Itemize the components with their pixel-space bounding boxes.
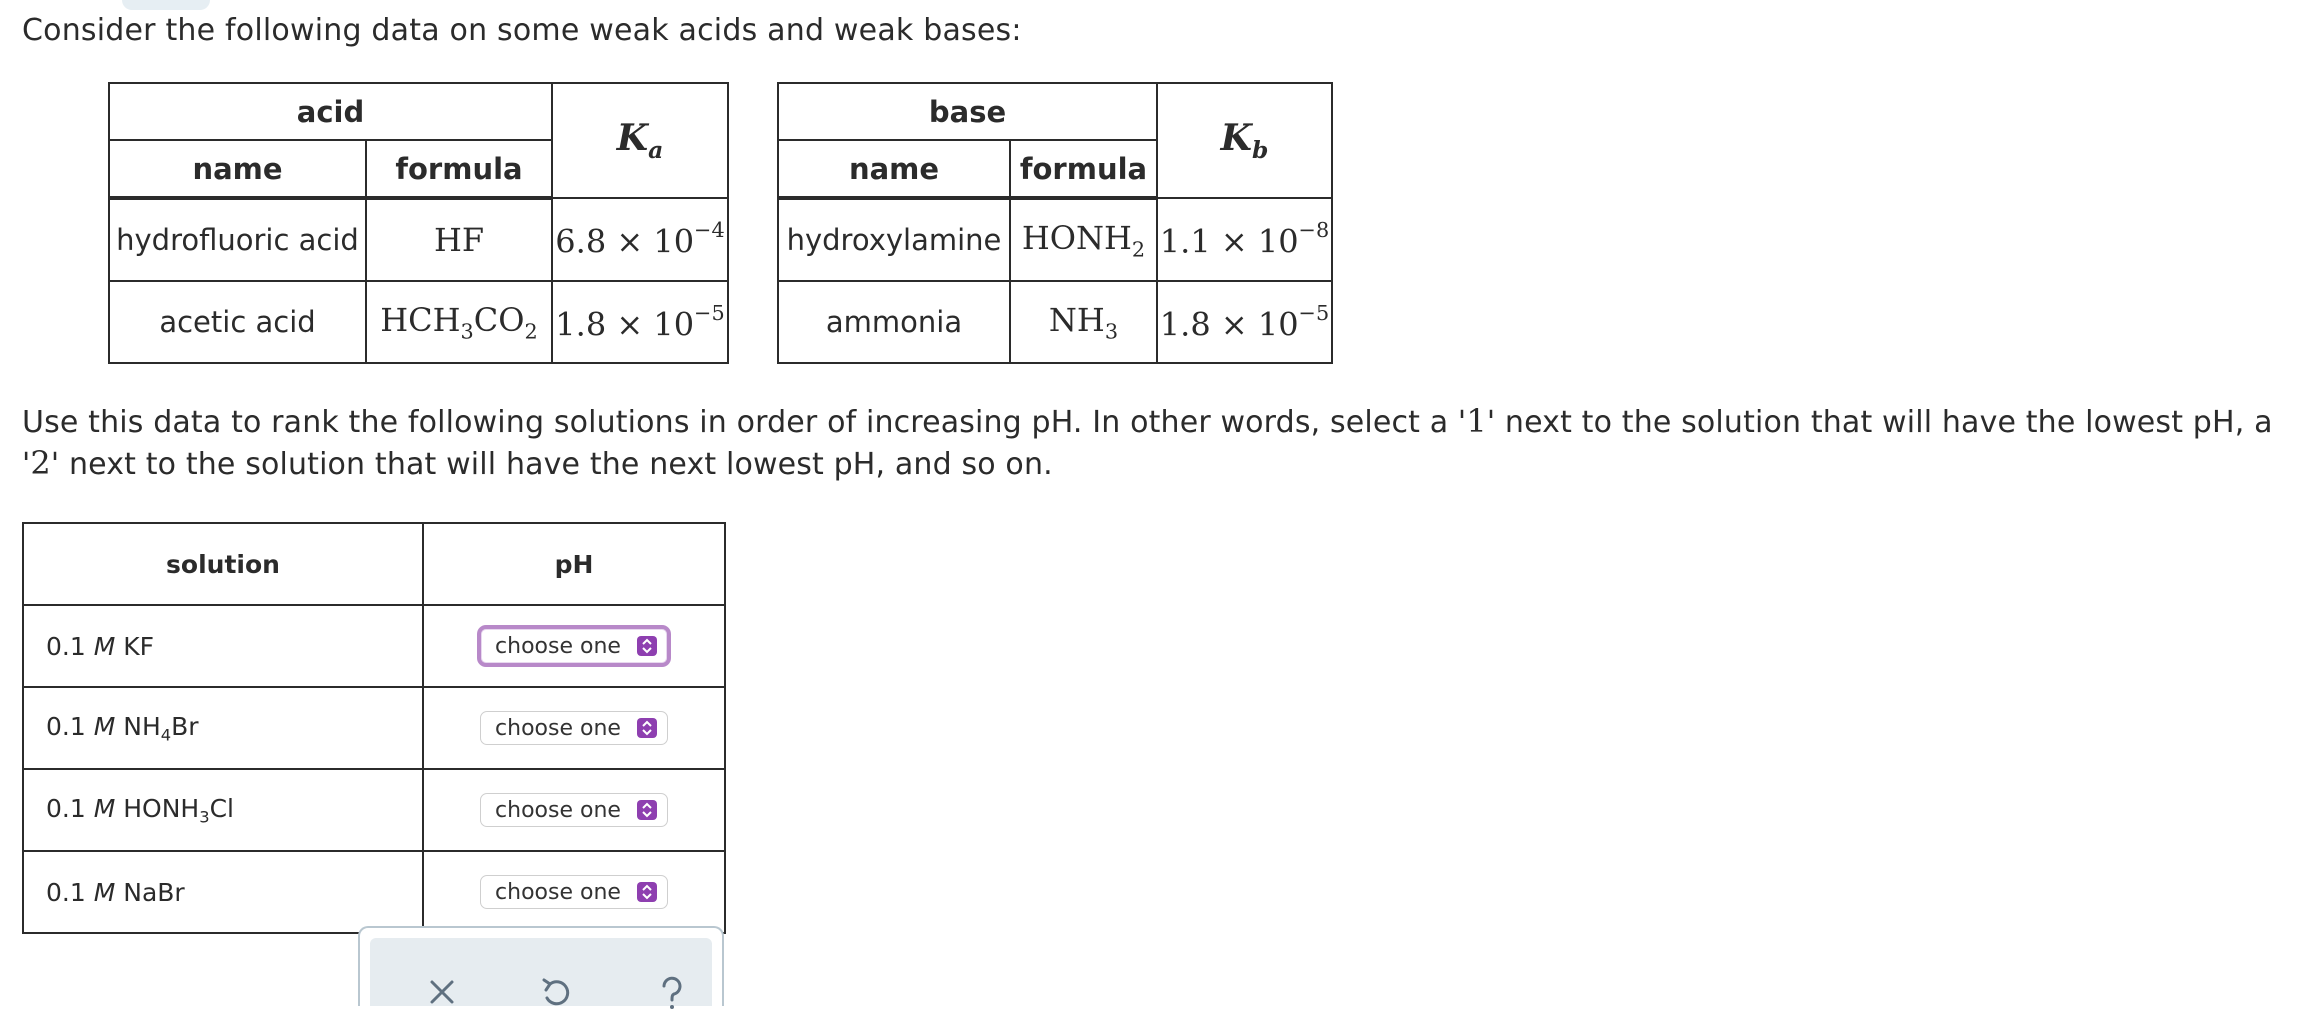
ph-rank-select[interactable]: choose one [480, 711, 668, 745]
base-table [777, 82, 1333, 364]
acid-formula: $HCH_3CO_2$ [366, 281, 552, 363]
instructions-text: Use this data to rank the following solutions in order of increasing pH. In other words, select a '1' next to the solution that will have the lowest pH, a '2' next to the solution that will have the next lowest pH, and so on. [22, 402, 2273, 482]
ph-rank-select[interactable]: choose one [480, 875, 668, 909]
intro-text: Consider the following data on some weak acids and weak bases: [22, 13, 1022, 48]
acid-name: hydrofluoric acid [109, 198, 366, 281]
base-formula-header: formula [1010, 140, 1157, 198]
base-name: hydroxylamine [778, 198, 1010, 281]
chevron-up-down-icon [637, 636, 657, 656]
kb-value: $1.1 \times 10^{-8}$ [1157, 198, 1332, 281]
table-row [778, 281, 1332, 363]
table-row [23, 687, 725, 769]
ph-rank-select[interactable]: choose one [480, 793, 668, 827]
solution-header: solution [23, 523, 423, 605]
solution-name: 0.1 M $NH_4Br$ [23, 687, 423, 769]
chevron-up-down-icon [637, 800, 657, 820]
acid-formula: HF [366, 198, 552, 281]
top-tab [122, 0, 210, 10]
undo-button[interactable] [536, 972, 576, 1012]
solution-name: 0.1 M $HONH_3Cl$ [23, 769, 423, 851]
acid-formula-header: formula [366, 140, 552, 198]
base-name: ammonia [778, 281, 1010, 363]
undo-icon [536, 972, 576, 1012]
acid-group-header: acid [109, 83, 552, 140]
acid-table [108, 82, 729, 364]
solution-table [22, 522, 726, 934]
base-formula: $NH_3$ [1010, 281, 1157, 363]
kb-value: $1.8 \times 10^{-5}$ [1157, 281, 1332, 363]
question-icon [652, 972, 692, 1012]
ka-header: $K_a$ [552, 83, 728, 198]
close-icon [422, 972, 462, 1012]
table-row [23, 769, 725, 851]
ka-value: $6.8 \times 10^{-4}$ [552, 198, 728, 281]
solution-name: 0.1 M NaBr [23, 851, 423, 933]
base-group-header: base [778, 83, 1157, 140]
clear-button[interactable] [422, 972, 462, 1012]
help-button[interactable] [652, 972, 692, 1012]
base-name-header: name [778, 140, 1010, 198]
ph-rank-select[interactable]: choose one [477, 625, 671, 667]
table-row [23, 851, 725, 933]
kb-header: $K_b$ [1157, 83, 1332, 198]
table-row [109, 198, 728, 281]
ph-header: pH [423, 523, 725, 605]
chevron-up-down-icon [637, 718, 657, 738]
table-row [778, 198, 1332, 281]
chevron-up-down-icon [637, 882, 657, 902]
answer-toolbar [358, 926, 724, 1006]
table-row [23, 605, 725, 687]
ka-value: $1.8 \times 10^{-5}$ [552, 281, 728, 363]
solution-name: 0.1 M KF [23, 605, 423, 687]
acid-name-header: name [109, 140, 366, 198]
acid-name: acetic acid [109, 281, 366, 363]
table-row [109, 281, 728, 363]
base-formula: $HONH_2$ [1010, 198, 1157, 281]
